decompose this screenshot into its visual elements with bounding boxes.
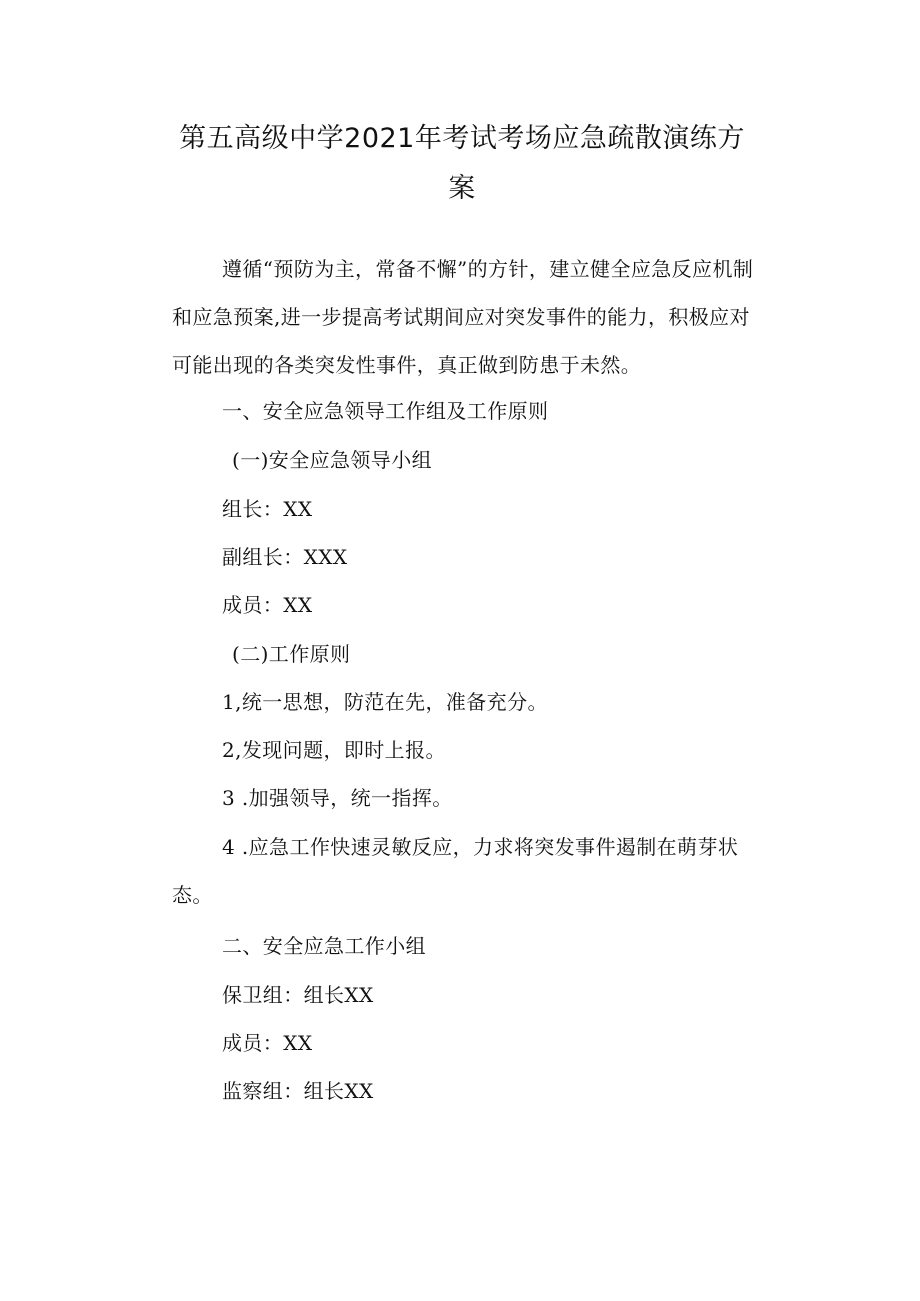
intro-paragraph: 遵循“预防为主，常备不懈”的方针，建立健全应急反应机制和应急预案,进一步提高考试期间应对突发事件的能力，积极应对可能出现的各类突发性事件，真正做到防患于未然。 [172, 257, 754, 377]
subsection1-heading: (一)安全应急领导小组 [232, 448, 433, 472]
document-title: 第五高级中学2021年考试考场应急疏散演练方案 [179, 123, 745, 204]
security-members-line: 成员：XX [222, 1031, 313, 1055]
security-group-line: 保卫组：组长XX [222, 983, 374, 1007]
subsection2-heading: (二)工作原则 [232, 642, 351, 666]
section1-heading: 一、安全应急领导工作组及工作原则 [222, 399, 549, 423]
principle-2: 2,发现问题，即时上报。 [222, 738, 446, 762]
principle-4: 4 .应急工作快速灵敏反应，力求将突发事件遏制在萌芽状态。 [172, 835, 739, 907]
leader-line: 组长：XX [222, 497, 313, 521]
members-line: 成员：XX [222, 593, 313, 617]
supervision-group-line: 监察组：组长XX [222, 1079, 374, 1103]
section2-heading: 二、安全应急工作小组 [222, 934, 426, 958]
deputy-leader-line: 副组长：XXX [222, 545, 348, 569]
principle-3: 3 .加强领导，统一指挥。 [222, 786, 453, 810]
principle-1: 1,统一思想，防范在先，准备充分。 [222, 690, 548, 714]
